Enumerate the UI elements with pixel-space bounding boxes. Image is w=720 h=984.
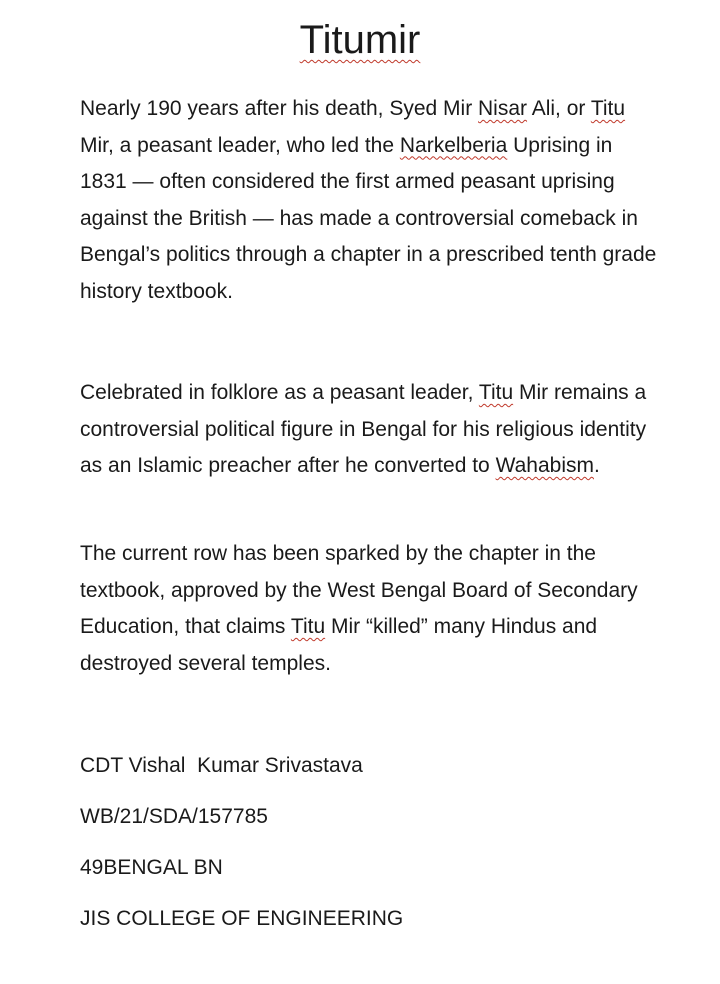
- paragraph-2-text: .: [593, 454, 600, 478]
- paragraph-1-text: Nearly 190 years after his death, Syed Mir: [80, 97, 479, 120]
- signature-unit: 49BENGAL BN: [80, 856, 223, 879]
- misspelled-word: Narkelberia: [399, 133, 508, 157]
- paragraph-2-text: Mir remains a controversial political figure in Bengal for his religious identity as an Islamic preacher after he converted to: [80, 381, 647, 478]
- paragraph-1-text: Ali, or: [527, 97, 591, 120]
- paragraph-1: [80, 91, 660, 311]
- misspelled-word: Titu: [590, 97, 626, 120]
- paragraph-1-text: Uprising in 1831 — often considered the first armed peasant uprising against the British — has made a controversial comeback in Bengal’s politics through a chapter in a prescribed tenth grade history textbook.: [80, 133, 657, 303]
- paragraph-3: [80, 536, 660, 682]
- signature-college: JIS COLLEGE OF ENGINEERING: [80, 907, 404, 930]
- misspelled-word: Titu: [478, 381, 514, 404]
- paragraph-3-text: Mir “killed” many Hindus and destroyed several temples.: [80, 615, 598, 675]
- misspelled-word: Wahabism: [495, 454, 594, 478]
- signature-name: CDT Vishal Kumar Srivastava: [80, 754, 363, 777]
- misspelled-word: Titu: [290, 615, 326, 639]
- paragraph-3-text: The current row has been sparked by the chapter in the textbook, approved by the West Bengal Board of Secondary Education, that claims: [80, 542, 638, 639]
- document-title-block: [0, 14, 720, 66]
- document-title: Titumir: [299, 18, 421, 62]
- paragraph-1-text: Mir, a peasant leader, who led the: [80, 133, 400, 157]
- paragraph-2: [80, 375, 660, 485]
- signature-reg-number: WB/21/SDA/157785: [80, 805, 268, 828]
- misspelled-word: Nisar: [478, 97, 528, 120]
- paragraph-2-text: Celebrated in folklore as a peasant leader,: [80, 381, 479, 404]
